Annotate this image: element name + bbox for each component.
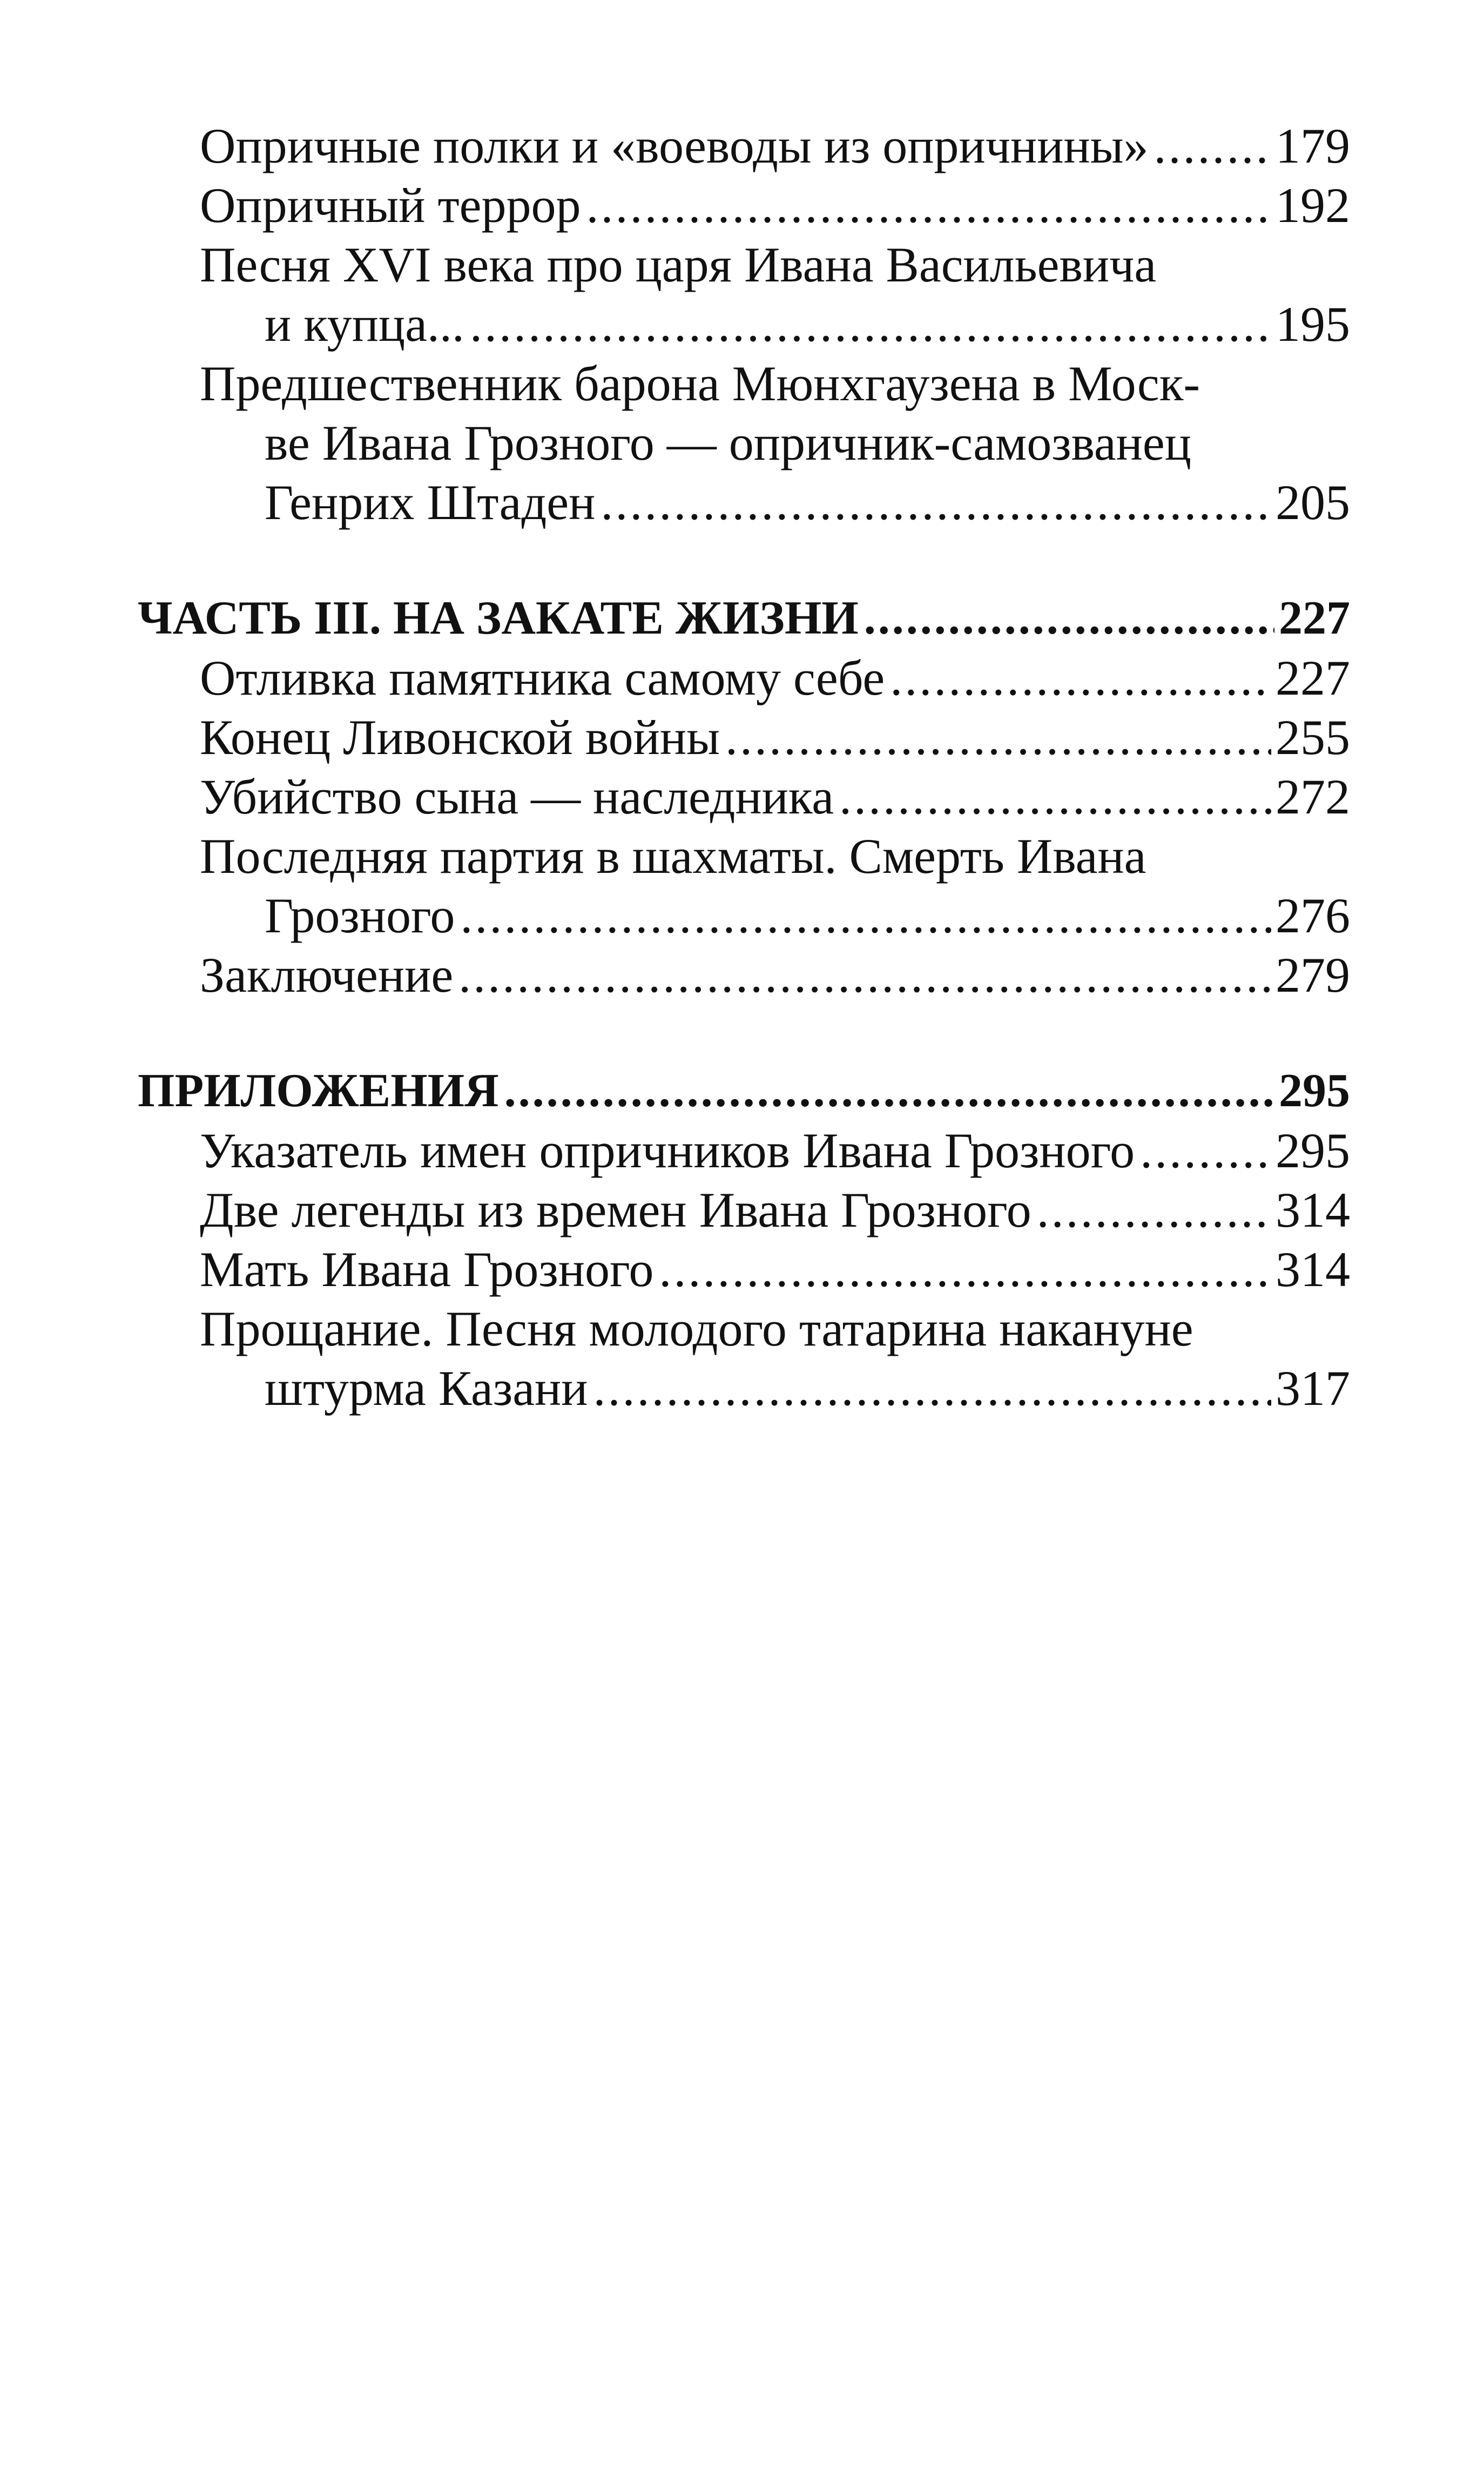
toc-entry-title-line: ве Ивана Грозного — опричник-самозванец xyxy=(265,415,1191,470)
toc-entry-title: и купца... xyxy=(265,297,464,352)
toc-entry-title: Мать Ивана Грозного xyxy=(200,1242,654,1297)
toc-entry-title-line: Предшественник барона Мюнхгаузена в Моск- xyxy=(200,356,1200,411)
toc-leader-dots xyxy=(725,708,1271,767)
toc-entry xyxy=(200,945,1350,1005)
toc-entry-title-line: Прощание. Песня молодого татарина накануне xyxy=(200,1301,1193,1356)
toc-leader-dots xyxy=(659,1240,1271,1299)
toc-entry-page: 317 xyxy=(1276,1361,1350,1416)
toc-entry xyxy=(200,1121,1350,1180)
toc-entry xyxy=(200,648,1350,708)
toc-leader-dots xyxy=(601,473,1271,532)
toc-entry xyxy=(200,116,1350,176)
toc-entry-page: 279 xyxy=(1276,947,1350,1002)
toc-entry xyxy=(200,176,1350,235)
toc-entry-title: Генрих Штаден xyxy=(265,475,596,530)
toc-entry-title-line: Песня XVI века про царя Ивана Васильевича xyxy=(200,237,1157,292)
toc-leader-dots xyxy=(1037,1180,1271,1240)
toc-entry-title: Две легенды из времен Ивана Грозного xyxy=(200,1182,1031,1237)
toc-entry-page: 272 xyxy=(1276,769,1350,824)
toc-part-heading xyxy=(138,589,1350,648)
toc-entry-page: 179 xyxy=(1276,118,1350,173)
toc-entry-page: 227 xyxy=(1276,650,1350,705)
toc-entry-page: 205 xyxy=(1276,475,1350,530)
toc-entry-page: 192 xyxy=(1276,178,1350,233)
toc-leader-dots xyxy=(593,1358,1272,1418)
toc-entry-title: штурма Казани xyxy=(265,1361,588,1416)
toc-entry xyxy=(200,767,1350,826)
toc-part-heading xyxy=(138,1061,1350,1121)
toc-part-title: ПРИЛОЖЕНИЯ xyxy=(138,1065,499,1117)
toc-entry xyxy=(200,1240,1350,1299)
toc-entry-title: Опричные полки и «воеводы из опричнины» xyxy=(200,118,1149,173)
toc-leader-dots xyxy=(458,945,1271,1005)
toc-entry xyxy=(200,1180,1350,1240)
toc-entry-title: Грозного xyxy=(265,888,455,943)
toc-leader-dots xyxy=(460,886,1271,945)
toc-leader-dots xyxy=(1154,116,1271,176)
toc-entry-title-line: Последняя партия в шахматы. Смерть Ивана xyxy=(200,829,1146,884)
toc-entry-title: Конец Ливонской войны xyxy=(200,710,720,765)
toc-part-page: 295 xyxy=(1279,1065,1350,1117)
toc-entry xyxy=(265,886,1350,945)
toc-entry-title: Указатель имен опричников Ивана Грозного xyxy=(200,1123,1135,1178)
toc-leader-dots xyxy=(890,648,1271,708)
toc-entry xyxy=(265,473,1350,532)
toc-entry-page: 314 xyxy=(1276,1182,1350,1237)
toc-entry-page: 314 xyxy=(1276,1242,1350,1297)
toc-entry xyxy=(265,294,1350,354)
toc-entry-title: Отливка памятника самому себе xyxy=(200,650,885,705)
toc-entry-page: 276 xyxy=(1276,888,1350,943)
toc-entry-page: 195 xyxy=(1276,297,1350,352)
toc-entry-title: Заключение xyxy=(200,947,454,1002)
toc-leader-dots xyxy=(586,176,1272,235)
toc-entry-title: Убийство сына — наследника xyxy=(200,769,834,824)
toc-part-page: 227 xyxy=(1279,592,1350,644)
toc-entry-page: 295 xyxy=(1276,1123,1350,1178)
toc-leader-dots xyxy=(839,767,1271,826)
toc-leader-dots xyxy=(1140,1121,1271,1180)
toc-leader-dots xyxy=(470,294,1271,354)
toc-entry xyxy=(265,1358,1350,1418)
toc-leader-dots xyxy=(864,589,1274,648)
toc-part-title: ЧАСТЬ III. НА ЗАКАТЕ ЖИЗНИ xyxy=(138,592,859,644)
toc-entry xyxy=(200,708,1350,767)
toc-entry-title: Опричный террор xyxy=(200,178,581,233)
toc-leader-dots xyxy=(504,1061,1274,1121)
toc-entry-page: 255 xyxy=(1276,710,1350,765)
